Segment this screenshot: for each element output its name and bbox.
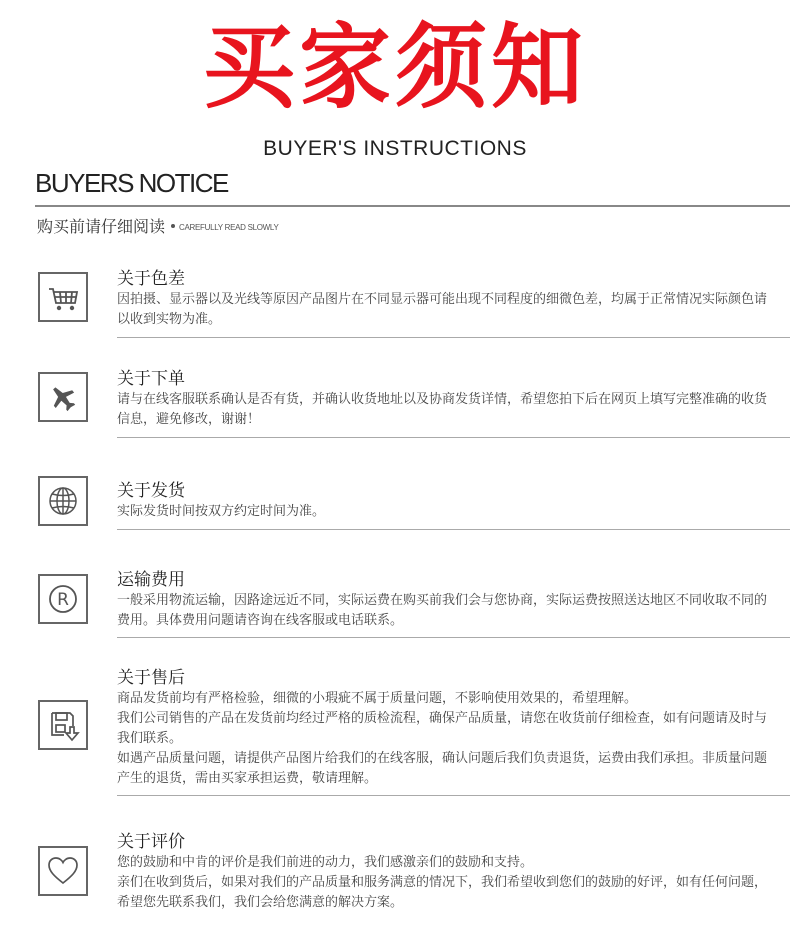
page-subtitle: BUYER'S INSTRUCTIONS <box>263 137 527 160</box>
section-title: 关于评价 <box>117 832 185 852</box>
section-text: 一般采用物流运输，因路途远近不同，实际运费在购买前我们会与您协商，实际运费按照送达地区不同收取不同的费用。具体费用问题请咨询在线客服或电话联系。 <box>117 593 768 628</box>
page-main-title: 买家须知 <box>202 14 587 121</box>
section-body <box>117 390 767 430</box>
svg-text:R: R <box>57 590 69 610</box>
shopping-cart-icon <box>38 272 88 322</box>
section-text: 请与在线客服联系确认是否有货，并确认收货地址以及协商发货详情，希望您拍下后在网页上填写完整准确的收货信息，避免修改，谢谢！ <box>117 392 768 427</box>
section-text: 您的鼓励和中肯的评价是我们前进的动力，我们感激亲们的鼓励和支持。 <box>117 855 534 870</box>
notice-heading: BUYERS NOTICE <box>35 168 228 198</box>
airplane-icon <box>38 372 88 422</box>
section-divider <box>117 637 790 638</box>
section-divider <box>117 337 790 338</box>
download-icon <box>38 700 88 750</box>
notice-divider <box>35 205 790 207</box>
section-body <box>117 853 767 913</box>
section-text: 如遇产品质量问题，请提供产品图片给我们的在线客服，确认问题后我们负责退货，运费由我们承担。非质量问题产生的退货，需由买家承担运费，敬请理解。 <box>117 751 768 786</box>
section-title: 关于售后 <box>117 668 185 688</box>
read-carefully-en: CAREFULLY READ SLOWLY <box>179 223 279 232</box>
section-body <box>117 502 767 522</box>
globe-icon <box>38 476 88 526</box>
section-text: 亲们在收到货后，如果对我们的产品质量和服务满意的情况下，我们希望收到您们的鼓励的好评，如有任何问题，希望您先联系我们，我们会给您满意的解决方案。 <box>117 875 768 910</box>
section-text: 因拍摄、显示器以及光线等原因产品图片在不同显示器可能出现不同程度的细微色差，均属于正常情况实际颜色请以收到实物为准。 <box>117 292 768 327</box>
read-carefully-cn: 购买前请仔细阅读 <box>37 217 166 236</box>
section-text: 商品发货前均有严格检验，细微的小瑕疵不属于质量问题，不影响使用效果的，希望理解。 <box>117 691 638 706</box>
section-body <box>117 689 767 789</box>
heart-icon <box>38 846 88 896</box>
bullet-dot <box>171 224 175 228</box>
section-divider <box>117 529 790 530</box>
section-title: 关于下单 <box>117 369 185 389</box>
section-title: 关于发货 <box>117 481 185 501</box>
section-divider <box>117 437 790 438</box>
section-body <box>117 290 767 330</box>
section-divider <box>117 795 790 796</box>
section-body <box>117 591 767 631</box>
section-title: 运输费用 <box>117 570 185 590</box>
section-title: 关于色差 <box>117 269 185 289</box>
section-text: 我们公司销售的产品在发货前均经过严格的质检流程，确保产品质量，请您在收货前仔细检查，如有问题请及时与我们联系。 <box>117 711 768 746</box>
read-carefully-line <box>37 214 279 237</box>
section-text: 实际发货时间按双方约定时间为准。 <box>117 504 326 519</box>
registered-icon <box>38 574 88 624</box>
